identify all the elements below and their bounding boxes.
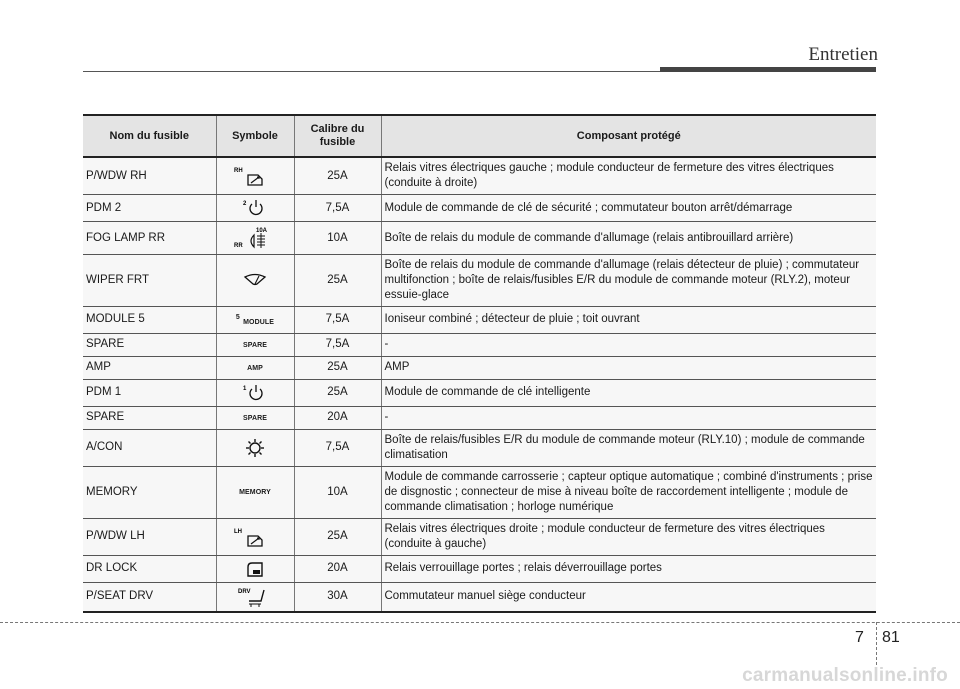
fuse-name-cell: DR LOCK [83,555,216,582]
symbol-text: RH [234,168,243,174]
fuse-rating-cell: 25A [294,356,381,379]
symbol-text: 2 [243,201,247,207]
power-window-rh-icon [216,157,294,195]
table-header-row [83,115,876,157]
symbol-text: SPARE [242,414,268,422]
protected-component-cell: AMP [381,356,876,379]
fuse-name-cell: WIPER FRT [83,255,216,307]
protected-component-cell: Boîte de relais du module de commande d'allumage (relais antibrouillard arrière) [381,222,876,255]
watermark: carmanualsonline.info [742,665,948,686]
fuse-rating-cell: 7,5A [294,307,381,334]
fuse-rating-cell: 25A [294,255,381,307]
spare-label [216,333,294,356]
module-5-label [216,307,294,334]
header-rule-thick [660,67,876,72]
power-window-lh-icon [216,518,294,555]
footer-dashed-rule [0,622,960,623]
fuse-rating-cell: 10A [294,222,381,255]
page-number: 81 [882,629,900,646]
memory-label [216,466,294,518]
fuse-name-cell: P/WDW LH [83,518,216,555]
fuse-name-cell: FOG LAMP RR [83,222,216,255]
fuse-rating-cell: 25A [294,157,381,195]
col-header-component: Composant protégé [381,115,876,157]
symbol-text: 10A [256,228,268,234]
header-rule-thin [83,71,660,72]
protected-component-cell: Ioniseur combiné ; détecteur de pluie ; toit ouvrant [381,307,876,334]
chapter-number: 7 [855,629,864,646]
rear-fog-lamp-icon [216,222,294,255]
protected-component-cell: - [381,333,876,356]
fuse-name-cell: P/SEAT DRV [83,582,216,612]
table-row [83,195,876,222]
protected-component-cell: Relais verrouillage portes ; relais déverrouillage portes [381,555,876,582]
symbol-text: RR [234,243,243,249]
table-row [83,466,876,518]
protected-component-cell: Commutateur manuel siège conducteur [381,582,876,612]
fuse-name-cell: MODULE 5 [83,307,216,334]
symbol-superscript: 5 [235,314,240,321]
protected-component-cell: Relais vitres électriques droite ; module conducteur de fermeture des vitres électriques (conduite à gauche) [381,518,876,555]
fuse-name-cell: PDM 2 [83,195,216,222]
footer-dashed-divider [876,622,877,670]
front-wiper-icon [216,255,294,307]
protected-component-cell: Module de commande de clé de sécurité ; commutateur bouton arrêt/démarrage [381,195,876,222]
fuse-rating-cell: 10A [294,466,381,518]
symbol-text: AMP [247,364,263,372]
table-row [83,555,876,582]
air-con-icon [216,429,294,466]
col-header-rating: Calibre du fusible [294,115,381,157]
protected-component-cell: Boîte de relais/fusibles E/R du module de commande moteur (RLY.10) ; module de commande climatisation [381,429,876,466]
power-seat-drv-icon [216,582,294,612]
fuse-name-cell: P/WDW RH [83,157,216,195]
table-row [83,157,876,195]
table-row [83,379,876,406]
fuse-rating-cell: 30A [294,582,381,612]
fuse-name-cell: SPARE [83,406,216,429]
fuse-rating-cell: 7,5A [294,333,381,356]
table-row [83,307,876,334]
fuse-rating-cell: 25A [294,518,381,555]
fuse-rating-cell: 20A [294,555,381,582]
spare-label [216,406,294,429]
pdm-2-icon [216,195,294,222]
fuse-name-cell: A/CON [83,429,216,466]
col-header-symbol: Symbole [216,115,294,157]
fuse-name-cell: PDM 1 [83,379,216,406]
fuse-rating-cell: 25A [294,379,381,406]
pdm-1-icon [216,379,294,406]
protected-component-cell: Module de commande de clé intelligente [381,379,876,406]
fuse-rating-cell: 20A [294,406,381,429]
table-row [83,333,876,356]
symbol-text: SPARE [242,341,268,349]
protected-component-cell: - [381,406,876,429]
symbol-text: DRV [238,588,251,595]
symbol-text: MEMORY [239,489,271,497]
table-row [83,356,876,379]
fuse-name-cell: AMP [83,356,216,379]
symbol-text: LH [234,528,242,535]
protected-component-cell: Relais vitres électriques gauche ; module conducteur de fermeture des vitres électriques (conduite à droite) [381,157,876,195]
symbol-text: 1 [243,385,247,392]
fuse-table-body [83,157,876,612]
table-row [83,518,876,555]
fuse-rating-cell: 7,5A [294,429,381,466]
table-row [83,406,876,429]
table-row [83,429,876,466]
symbol-text: MODULE [243,318,275,326]
table-row [83,582,876,612]
protected-component-cell: Module de commande carrosserie ; capteur optique automatique ; combiné d'instruments ; prise de disgnostic ; connecteur de mise à niveau boîte de raccordement intelligente ; module de commande climatisation ; horloge numérique [381,466,876,518]
protected-component-cell: Boîte de relais du module de commande d'allumage (relais détecteur de pluie) ; commutateur multifonction ; boîte de relais/fusibles E/R du module de commande moteur (RLY.2), moteur essuie-glace [381,255,876,307]
fuse-rating-cell: 7,5A [294,195,381,222]
table-row [83,222,876,255]
fuse-table [83,114,876,613]
fuse-name-cell: SPARE [83,333,216,356]
page-header-title: Entretien [808,44,878,65]
door-lock-icon [216,555,294,582]
table-row [83,255,876,307]
amp-label [216,356,294,379]
col-header-fuse-name: Nom du fusible [83,115,216,157]
fuse-name-cell: MEMORY [83,466,216,518]
